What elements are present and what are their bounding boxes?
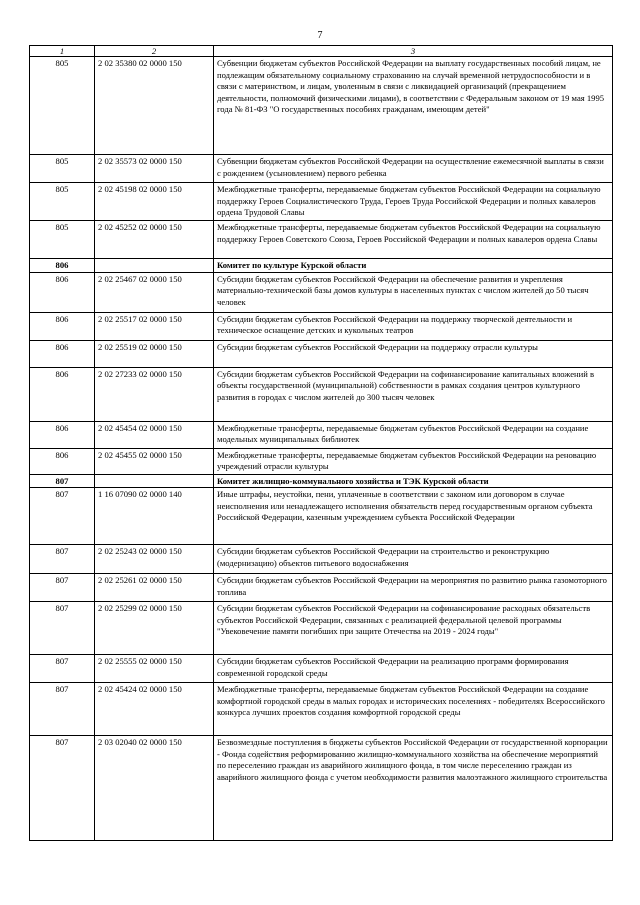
revenue-code-cell: 2 02 35573 02 0000 150 xyxy=(95,155,214,183)
table-row xyxy=(30,272,613,312)
admin-code-cell: 807 xyxy=(30,488,95,545)
revenue-code-cell: 2 02 25299 02 0000 150 xyxy=(95,602,214,655)
header-col-3: 3 xyxy=(214,46,613,57)
revenue-name-cell: Межбюджетные трансферты, передаваемые бюджетам субъектов Российской Федерации на создание модельных муниципальных библиотек xyxy=(214,421,613,448)
revenue-code-cell: 2 02 25517 02 0000 150 xyxy=(95,312,214,340)
revenue-name-cell: Субсидии бюджетам субъектов Российской Федерации на обеспечение развития и укрепления материально-технической базы домов культуры в населенных пунктах с числом жителей до 50 тысяч человек xyxy=(214,272,613,312)
admin-code-cell: 805 xyxy=(30,57,95,155)
revenue-name-cell: Межбюджетные трансферты, передаваемые бюджетам субъектов Российской Федерации на социальную поддержку Героев Советского Союза, Героев Российской Федерации и полных кавалеров ордена Славы xyxy=(214,221,613,259)
revenue-code-cell xyxy=(95,259,214,273)
revenue-name-cell: Субвенции бюджетам субъектов Российской Федерации на осуществление ежемесячной выплаты в связи с рождением (усыновлением) первого ребенка xyxy=(214,155,613,183)
table-row xyxy=(30,340,613,367)
revenue-name-cell: Комитет жилищно-коммунального хозяйства и ТЭК Курской области xyxy=(214,474,613,488)
admin-code-cell: 806 xyxy=(30,272,95,312)
revenue-name-cell: Межбюджетные трансферты, передаваемые бюджетам субъектов Российской Федерации на реновацию учреждений отрасли культуры xyxy=(214,448,613,474)
admin-code-cell: 807 xyxy=(30,545,95,574)
revenue-code-cell xyxy=(95,474,214,488)
table-row xyxy=(30,367,613,421)
revenue-name-cell: Иные штрафы, неустойки, пени, уплаченные в соответствии с законом или договором в случае неисполнения или ненадлежащего исполнения обязательств перед государственным органом субъекта Российской Федерации, казенным учреждением субъекта Российской Федерации xyxy=(214,488,613,545)
revenue-name-cell: Межбюджетные трансферты, передаваемые бюджетам субъектов Российской Федерации на создание комфортной городской среды в малых городах и исторических поселениях - победителях Всероссийского конкурса лучших проектов создания комфортной городской среды xyxy=(214,683,613,736)
admin-code-cell: 807 xyxy=(30,736,95,841)
revenue-code-cell: 2 03 02040 02 0000 150 xyxy=(95,736,214,841)
table-row xyxy=(30,57,613,155)
header-col-2: 2 xyxy=(95,46,214,57)
admin-code-cell: 807 xyxy=(30,655,95,683)
revenue-name-cell: Субсидии бюджетам субъектов Российской Федерации на софинансирование капитальных вложений в объекты государственной (муниципальной) собственности в рамках создания центров культурного развития в городах с числом жителей до 300 тысяч человек xyxy=(214,367,613,421)
admin-code-cell: 806 xyxy=(30,367,95,421)
revenue-name-cell: Комитет по культуре Курской области xyxy=(214,259,613,273)
admin-code-cell: 806 xyxy=(30,259,95,273)
admin-code-cell: 807 xyxy=(30,474,95,488)
table-row xyxy=(30,683,613,736)
revenue-code-cell: 2 02 25519 02 0000 150 xyxy=(95,340,214,367)
revenue-name-cell: Субсидии бюджетам субъектов Российской Федерации на реализацию программ формирования современной городской среды xyxy=(214,655,613,683)
revenue-code-cell: 2 02 45454 02 0000 150 xyxy=(95,421,214,448)
table-row xyxy=(30,574,613,602)
revenue-code-cell: 2 02 35380 02 0000 150 xyxy=(95,57,214,155)
table-row xyxy=(30,448,613,474)
revenue-name-cell: Субсидии бюджетам субъектов Российской Федерации на софинансирование расходных обязательств субъектов Российской Федерации, связанных с реализацией федеральной целевой программы "Увековечение памяти погибших при защите Отечества на 2019 - 2024 годы" xyxy=(214,602,613,655)
revenue-code-cell: 2 02 25243 02 0000 150 xyxy=(95,545,214,574)
table-row xyxy=(30,183,613,221)
table-row xyxy=(30,221,613,259)
revenue-code-cell: 2 02 45424 02 0000 150 xyxy=(95,683,214,736)
admin-code-cell: 806 xyxy=(30,312,95,340)
table-row xyxy=(30,602,613,655)
revenue-code-cell: 2 02 45198 02 0000 150 xyxy=(95,183,214,221)
admin-code-cell: 805 xyxy=(30,183,95,221)
revenue-name-cell: Субвенции бюджетам субъектов Российской Федерации на выплату государственных пособий лицам, не подлежащим обязательному социальному страхованию на случай временной нетрудоспособности и в связи с материнством, и лицам, уволенным в связи с ликвидацией организаций (прекращением деятельности, полномочий физическими лицами), в соответствии с Федеральным законом от 19 мая 1995 года № 81-ФЗ "О государственных пособиях гражданам, имеющим детей" xyxy=(214,57,613,155)
table-row xyxy=(30,488,613,545)
section-header-row xyxy=(30,259,613,273)
admin-code-cell: 805 xyxy=(30,155,95,183)
table-row xyxy=(30,155,613,183)
revenue-codes-table xyxy=(29,45,613,841)
admin-code-cell: 807 xyxy=(30,683,95,736)
admin-code-cell: 806 xyxy=(30,340,95,367)
table-row xyxy=(30,545,613,574)
admin-code-cell: 807 xyxy=(30,602,95,655)
revenue-name-cell: Субсидии бюджетам субъектов Российской Федерации на поддержку отрасли культуры xyxy=(214,340,613,367)
revenue-code-cell: 2 02 25261 02 0000 150 xyxy=(95,574,214,602)
admin-code-cell: 806 xyxy=(30,421,95,448)
revenue-code-cell: 2 02 25467 02 0000 150 xyxy=(95,272,214,312)
revenue-code-cell: 2 02 45252 02 0000 150 xyxy=(95,221,214,259)
table-header-row xyxy=(30,46,613,57)
header-col-1: 1 xyxy=(30,46,95,57)
section-header-row xyxy=(30,474,613,488)
table-row xyxy=(30,655,613,683)
revenue-code-cell: 2 02 27233 02 0000 150 xyxy=(95,367,214,421)
revenue-code-cell: 2 02 45455 02 0000 150 xyxy=(95,448,214,474)
admin-code-cell: 806 xyxy=(30,448,95,474)
page-number: 7 xyxy=(317,30,323,41)
table-row xyxy=(30,312,613,340)
revenue-code-cell: 1 16 07090 02 0000 140 xyxy=(95,488,214,545)
admin-code-cell: 805 xyxy=(30,221,95,259)
revenue-name-cell: Межбюджетные трансферты, передаваемые бюджетам субъектов Российской Федерации на социальную поддержку Героев Социалистического Труда, Героев Труда Российской Федерации и полных кавалеров ордена Трудовой Славы xyxy=(214,183,613,221)
revenue-name-cell: Безвозмездные поступления в бюджеты субъектов Российской Федерации от государственной корпорации - Фонда содействия реформированию жилищно-коммунального хозяйства на обеспечение мероприятий по переселению граждан из аварийного жилищного фонда, в том числе переселению граждан из аварийного жилищного фонда с учетом необходимости развития малоэтажного жилищного строительства xyxy=(214,736,613,841)
revenue-code-cell: 2 02 25555 02 0000 150 xyxy=(95,655,214,683)
revenue-name-cell: Субсидии бюджетам субъектов Российской Федерации на мероприятия по развитию рынка газомоторного топлива xyxy=(214,574,613,602)
table-row xyxy=(30,736,613,841)
admin-code-cell: 807 xyxy=(30,574,95,602)
revenue-name-cell: Субсидии бюджетам субъектов Российской Федерации на поддержку творческой деятельности и техническое оснащение детских и кукольных театров xyxy=(214,312,613,340)
revenue-name-cell: Субсидии бюджетам субъектов Российской Федерации на строительство и реконструкцию (модернизацию) объектов питьевого водоснабжения xyxy=(214,545,613,574)
table-row xyxy=(30,421,613,448)
